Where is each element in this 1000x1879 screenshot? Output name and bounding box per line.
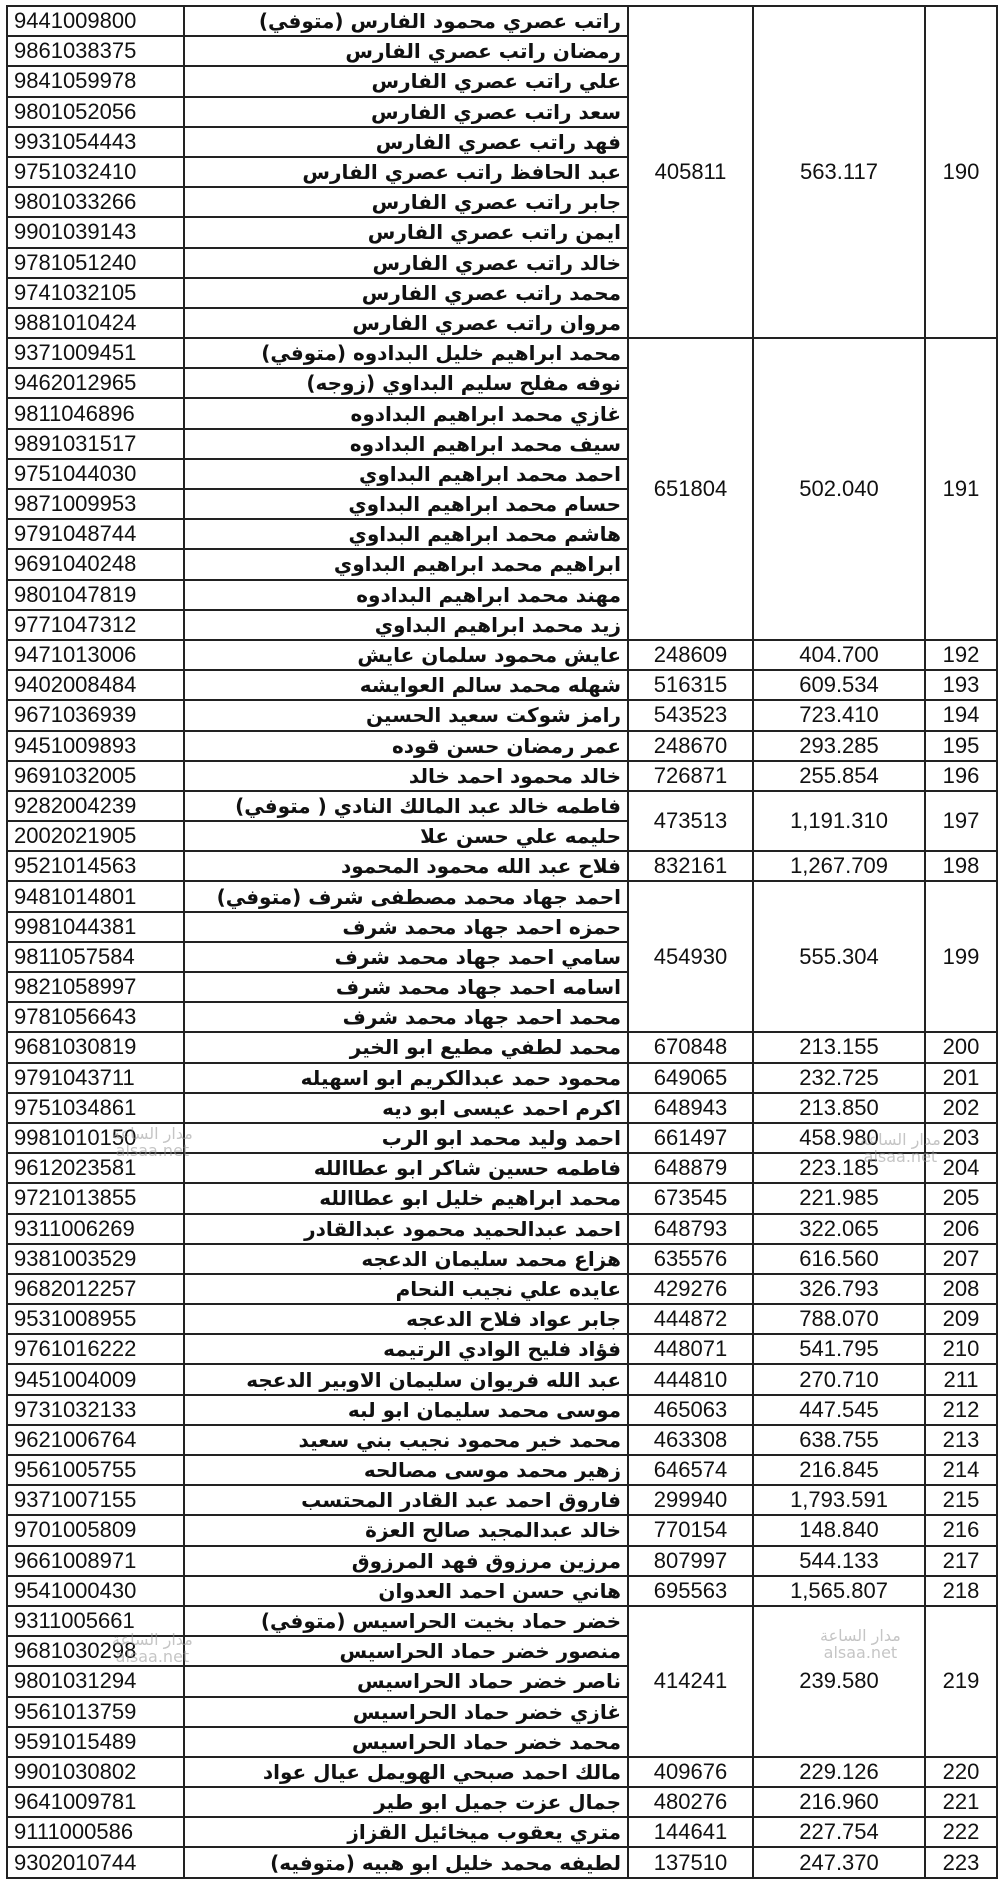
beneficiaries-table: [6, 5, 998, 1879]
name-cell: سامي احمد جهاد محمد شرف: [184, 942, 628, 972]
table-row: [7, 1576, 997, 1606]
national-id-cell: 9751034861: [7, 1093, 184, 1123]
national-id-cell: 9771047312: [7, 610, 184, 640]
serial-number-cell: 209: [925, 1304, 997, 1334]
name-cell: فاطمه خالد عبد المالك النادي ( متوفي): [184, 791, 628, 821]
account-cell: 649065: [628, 1063, 753, 1093]
name-cell: محمد ابراهيم خليل البدادوه (متوفي): [184, 338, 628, 368]
account-cell: 429276: [628, 1274, 753, 1304]
national-id-cell: 9681030298: [7, 1636, 184, 1666]
national-id-cell: 9871009953: [7, 489, 184, 519]
serial-number-cell: 191: [925, 338, 997, 640]
table-row: [7, 881, 997, 911]
account-cell: 651804: [628, 338, 753, 640]
name-cell: متري يعقوب ميخائيل القزاز: [184, 1817, 628, 1847]
national-id-cell: 9451009893: [7, 731, 184, 761]
watermark: مدار الساعة alsaa.net: [820, 1626, 901, 1662]
name-cell: فاطمه حسين شاكر ابو عطاالله: [184, 1153, 628, 1183]
name-cell: موسى محمد سليمان ابو لبه: [184, 1395, 628, 1425]
serial-number-cell: 215: [925, 1485, 997, 1515]
amount-cell: 216.845: [753, 1455, 925, 1485]
national-id-cell: 9741032105: [7, 278, 184, 308]
national-id-cell: 9311005661: [7, 1606, 184, 1636]
table-row: [7, 338, 997, 368]
account-cell: 516315: [628, 670, 753, 700]
national-id-cell: 9462012965: [7, 368, 184, 398]
national-id-cell: 9402008484: [7, 670, 184, 700]
national-id-cell: 9671036939: [7, 700, 184, 730]
national-id-cell: 9901039143: [7, 217, 184, 247]
national-id-cell: 9621006764: [7, 1425, 184, 1455]
table-row: [7, 1153, 997, 1183]
name-cell: هاني حسن احمد العدوان: [184, 1576, 628, 1606]
national-id-cell: 2002021905: [7, 821, 184, 851]
name-cell: محمد راتب عصري الفارس: [184, 278, 628, 308]
serial-number-cell: 197: [925, 791, 997, 851]
account-cell: 648793: [628, 1214, 753, 1244]
account-cell: 444810: [628, 1364, 753, 1394]
table-row: [7, 1425, 997, 1455]
account-cell: 405811: [628, 6, 753, 338]
name-cell: محمد احمد جهاد محمد شرف: [184, 1002, 628, 1032]
account-cell: 248609: [628, 640, 753, 670]
name-cell: زيد محمد ابراهيم البداوي: [184, 610, 628, 640]
amount-cell: 213.850: [753, 1093, 925, 1123]
national-id-cell: 9981044381: [7, 912, 184, 942]
serial-number-cell: 201: [925, 1063, 997, 1093]
amount-cell: 404.700: [753, 640, 925, 670]
table-row: [7, 1847, 997, 1877]
national-id-cell: 9781051240: [7, 248, 184, 278]
table-row: [7, 1032, 997, 1062]
serial-number-cell: 199: [925, 881, 997, 1032]
amount-cell: 322.065: [753, 1214, 925, 1244]
national-id-cell: 9791043711: [7, 1063, 184, 1093]
table-row: [7, 1244, 997, 1274]
amount-cell: 326.793: [753, 1274, 925, 1304]
name-cell: حمزه احمد جهاد محمد شرف: [184, 912, 628, 942]
table-row: [7, 1606, 997, 1636]
table-row: [7, 1546, 997, 1576]
name-cell: سيف محمد ابراهيم البدادوه: [184, 429, 628, 459]
national-id-cell: 9901030802: [7, 1757, 184, 1787]
serial-number-cell: 217: [925, 1546, 997, 1576]
serial-number-cell: 193: [925, 670, 997, 700]
national-id-cell: 9791048744: [7, 519, 184, 549]
table-row: [7, 1485, 997, 1515]
national-id-cell: 9691032005: [7, 761, 184, 791]
national-id-cell: 9371009451: [7, 338, 184, 368]
national-id-cell: 9311006269: [7, 1214, 184, 1244]
table-row: [7, 1455, 997, 1485]
amount-cell: 221.985: [753, 1183, 925, 1213]
amount-cell: 447.545: [753, 1395, 925, 1425]
account-cell: 646574: [628, 1455, 753, 1485]
account-cell: 648879: [628, 1153, 753, 1183]
national-id-cell: 9661008971: [7, 1546, 184, 1576]
name-cell: احمد جهاد محمد مصطفى شرف (متوفي): [184, 881, 628, 911]
national-id-cell: 9811046896: [7, 398, 184, 428]
table-row: [7, 761, 997, 791]
name-cell: جمال عزت جميل ابو طير: [184, 1787, 628, 1817]
serial-number-cell: 205: [925, 1183, 997, 1213]
national-id-cell: 9981010150: [7, 1123, 184, 1153]
name-cell: هاشم محمد ابراهيم البداوي: [184, 519, 628, 549]
name-cell: احمد عبدالحميد محمود عبدالقادر: [184, 1214, 628, 1244]
account-cell: 695563: [628, 1576, 753, 1606]
amount-cell: 148.840: [753, 1515, 925, 1545]
watermark: مدار الساعة alsaa.net: [112, 1630, 193, 1666]
account-cell: 670848: [628, 1032, 753, 1062]
table-row: [7, 1304, 997, 1334]
table-row: [7, 1274, 997, 1304]
table-row: [7, 1214, 997, 1244]
account-cell: 414241: [628, 1606, 753, 1757]
national-id-cell: 9531008955: [7, 1304, 184, 1334]
serial-number-cell: 211: [925, 1364, 997, 1394]
national-id-cell: 9541000430: [7, 1576, 184, 1606]
name-cell: شهله محمد سالم العوايشه: [184, 670, 628, 700]
serial-number-cell: 200: [925, 1032, 997, 1062]
account-cell: 673545: [628, 1183, 753, 1213]
national-id-cell: 9701005809: [7, 1515, 184, 1545]
serial-number-cell: 213: [925, 1425, 997, 1455]
amount-cell: 232.725: [753, 1063, 925, 1093]
name-cell: هزاع محمد سليمان الدعجه: [184, 1244, 628, 1274]
amount-cell: 609.534: [753, 670, 925, 700]
name-cell: خالد راتب عصري الفارس: [184, 248, 628, 278]
serial-number-cell: 206: [925, 1214, 997, 1244]
national-id-cell: 9681030819: [7, 1032, 184, 1062]
amount-cell: 227.754: [753, 1817, 925, 1847]
name-cell: محمد ابراهيم خليل ابو عطاالله: [184, 1183, 628, 1213]
account-cell: 463308: [628, 1425, 753, 1455]
name-cell: عمر رمضان حسن قوده: [184, 731, 628, 761]
account-cell: 648943: [628, 1093, 753, 1123]
table-row: [7, 700, 997, 730]
national-id-cell: 9781056643: [7, 1002, 184, 1032]
name-cell: مروان راتب عصري الفارس: [184, 308, 628, 338]
national-id-cell: 9612023581: [7, 1153, 184, 1183]
national-id-cell: 9801031294: [7, 1666, 184, 1696]
account-cell: 299940: [628, 1485, 753, 1515]
amount-cell: 638.755: [753, 1425, 925, 1455]
amount-cell: 788.070: [753, 1304, 925, 1334]
amount-cell: 1,191.310: [753, 791, 925, 851]
account-cell: 465063: [628, 1395, 753, 1425]
serial-number-cell: 223: [925, 1847, 997, 1877]
amount-cell: 563.117: [753, 6, 925, 338]
serial-number-cell: 208: [925, 1274, 997, 1304]
serial-number-cell: 218: [925, 1576, 997, 1606]
name-cell: زهير محمد موسى مصالحه: [184, 1455, 628, 1485]
account-cell: 144641: [628, 1817, 753, 1847]
national-id-cell: 9931054443: [7, 127, 184, 157]
serial-number-cell: 221: [925, 1787, 997, 1817]
name-cell: احمد وليد محمد ابو الرب: [184, 1123, 628, 1153]
amount-cell: 541.795: [753, 1334, 925, 1364]
serial-number-cell: 212: [925, 1395, 997, 1425]
name-cell: خضر حماد بخيت الحراسيس (متوفي): [184, 1606, 628, 1636]
national-id-cell: 9481014801: [7, 881, 184, 911]
amount-cell: 229.126: [753, 1757, 925, 1787]
name-cell: فؤاد فليح الوادي الرتيمه: [184, 1334, 628, 1364]
amount-cell: 239.580: [753, 1606, 925, 1757]
name-cell: سعد راتب عصري الفارس: [184, 97, 628, 127]
amount-cell: 223.185: [753, 1153, 925, 1183]
national-id-cell: 9801052056: [7, 97, 184, 127]
name-cell: علي راتب عصري الفارس: [184, 66, 628, 96]
table-row: [7, 1787, 997, 1817]
table-row: [7, 1334, 997, 1364]
national-id-cell: 9591015489: [7, 1727, 184, 1757]
account-cell: 543523: [628, 700, 753, 730]
amount-cell: 502.040: [753, 338, 925, 640]
name-cell: خالد عبدالمجيد صالح العزة: [184, 1515, 628, 1545]
account-cell: 661497: [628, 1123, 753, 1153]
table-row: [7, 1395, 997, 1425]
national-id-cell: 9891031517: [7, 429, 184, 459]
serial-number-cell: 195: [925, 731, 997, 761]
table-body: [7, 6, 997, 1878]
national-id-cell: 9751032410: [7, 157, 184, 187]
national-id-cell: 9451004009: [7, 1364, 184, 1394]
amount-cell: 555.304: [753, 881, 925, 1032]
national-id-cell: 9371007155: [7, 1485, 184, 1515]
name-cell: ابراهيم محمد ابراهيم البداوي: [184, 549, 628, 579]
national-id-cell: 9881010424: [7, 308, 184, 338]
serial-number-cell: 194: [925, 700, 997, 730]
account-cell: 137510: [628, 1847, 753, 1877]
national-id-cell: 9861038375: [7, 36, 184, 66]
serial-number-cell: 192: [925, 640, 997, 670]
name-cell: غازي خضر حماد الحراسيس: [184, 1697, 628, 1727]
national-id-cell: 9761016222: [7, 1334, 184, 1364]
national-id-cell: 9521014563: [7, 851, 184, 881]
serial-number-cell: 210: [925, 1334, 997, 1364]
name-cell: اسامه احمد جهاد محمد شرف: [184, 972, 628, 1002]
name-cell: عبد الحافظ راتب عصري الفارس: [184, 157, 628, 187]
name-cell: خالد محمود احمد خالد: [184, 761, 628, 791]
name-cell: عايش محمود سلمان عايش: [184, 640, 628, 670]
name-cell: احمد محمد ابراهيم البداوي: [184, 459, 628, 489]
serial-number-cell: 216: [925, 1515, 997, 1545]
serial-number-cell: 220: [925, 1757, 997, 1787]
national-id-cell: 9641009781: [7, 1787, 184, 1817]
name-cell: محمد لطفي مطيع ابو الخير: [184, 1032, 628, 1062]
serial-number-cell: 204: [925, 1153, 997, 1183]
amount-cell: 1,267.709: [753, 851, 925, 881]
national-id-cell: 9111000586: [7, 1817, 184, 1847]
name-cell: جابر عواد فلاح الدعجه: [184, 1304, 628, 1334]
amount-cell: 213.155: [753, 1032, 925, 1062]
name-cell: عبد الله فريوان سليمان الاوبير الدعجه: [184, 1364, 628, 1394]
name-cell: مالك احمد صبحي الهويمل عيال عواد: [184, 1757, 628, 1787]
name-cell: نوفه مفلح سليم البداوي (زوجه): [184, 368, 628, 398]
national-id-cell: 9811057584: [7, 942, 184, 972]
watermark: مدار الساعة alsaa.net: [860, 1130, 941, 1166]
name-cell: ايمن راتب عصري الفارس: [184, 217, 628, 247]
national-id-cell: 9381003529: [7, 1244, 184, 1274]
account-cell: 248670: [628, 731, 753, 761]
account-cell: 832161: [628, 851, 753, 881]
name-cell: محمد خير محمود نجيب بني سعيد: [184, 1425, 628, 1455]
national-id-cell: 9801047819: [7, 580, 184, 610]
table-row: [7, 1515, 997, 1545]
name-cell: اكرم احمد عيسى ابو ديه: [184, 1093, 628, 1123]
serial-number-cell: 190: [925, 6, 997, 338]
table-row: [7, 1063, 997, 1093]
serial-number-cell: 219: [925, 1606, 997, 1757]
account-cell: 635576: [628, 1244, 753, 1274]
table-row: [7, 1123, 997, 1153]
name-cell: فاروق احمد عبد القادر المحتسب: [184, 1485, 628, 1515]
national-id-cell: 9841059978: [7, 66, 184, 96]
name-cell: مرزين مرزوق فهد المرزوق: [184, 1546, 628, 1576]
name-cell: فهد راتب عصري الفارس: [184, 127, 628, 157]
name-cell: فلاح عبد الله محمود المحمود: [184, 851, 628, 881]
table-row: [7, 670, 997, 700]
account-cell: 454930: [628, 881, 753, 1032]
account-cell: 480276: [628, 1787, 753, 1817]
amount-cell: 1,793.591: [753, 1485, 925, 1515]
name-cell: لطيفه محمد خليل ابو هبيه (متوفيه): [184, 1847, 628, 1877]
account-cell: 473513: [628, 791, 753, 851]
national-id-cell: 9821058997: [7, 972, 184, 1002]
table-row: [7, 1093, 997, 1123]
amount-cell: 293.285: [753, 731, 925, 761]
serial-number-cell: 198: [925, 851, 997, 881]
name-cell: رامز شوكت سعيد الحسين: [184, 700, 628, 730]
name-cell: عايده علي نجيب النحام: [184, 1274, 628, 1304]
table-row: [7, 1364, 997, 1394]
national-id-cell: 9561005755: [7, 1455, 184, 1485]
serial-number-cell: 202: [925, 1093, 997, 1123]
serial-number-cell: 214: [925, 1455, 997, 1485]
table-row: [7, 851, 997, 881]
amount-cell: 247.370: [753, 1847, 925, 1877]
name-cell: محمود حمد عبدالكريم ابو اسهيله: [184, 1063, 628, 1093]
table-row: [7, 791, 997, 821]
name-cell: محمد خضر حماد الحراسيس: [184, 1727, 628, 1757]
name-cell: حليمه علي حسن علا: [184, 821, 628, 851]
table-row: [7, 1757, 997, 1787]
table-row: [7, 1183, 997, 1213]
table-row: [7, 731, 997, 761]
name-cell: ناصر خضر حماد الحراسيس: [184, 1666, 628, 1696]
serial-number-cell: 203: [925, 1123, 997, 1153]
serial-number-cell: 207: [925, 1244, 997, 1274]
name-cell: رمضان راتب عصري الفارس: [184, 36, 628, 66]
name-cell: راتب عصري محمود الفارس (متوفي): [184, 6, 628, 36]
account-cell: 807997: [628, 1546, 753, 1576]
account-cell: 448071: [628, 1334, 753, 1364]
name-cell: غازي محمد ابراهيم البدادوه: [184, 398, 628, 428]
name-cell: حسام محمد ابراهيم البداوي: [184, 489, 628, 519]
national-id-cell: 9721013855: [7, 1183, 184, 1213]
national-id-cell: 9561013759: [7, 1697, 184, 1727]
national-id-cell: 9691040248: [7, 549, 184, 579]
account-cell: 770154: [628, 1515, 753, 1545]
amount-cell: 270.710: [753, 1364, 925, 1394]
account-cell: 444872: [628, 1304, 753, 1334]
table-row: [7, 6, 997, 36]
serial-number-cell: 222: [925, 1817, 997, 1847]
table-row: [7, 1817, 997, 1847]
amount-cell: 255.854: [753, 761, 925, 791]
amount-cell: 216.960: [753, 1787, 925, 1817]
national-id-cell: 9282004239: [7, 791, 184, 821]
national-id-cell: 9302010744: [7, 1847, 184, 1877]
table-row: [7, 640, 997, 670]
account-cell: 726871: [628, 761, 753, 791]
national-id-cell: 9751044030: [7, 459, 184, 489]
national-id-cell: 9801033266: [7, 187, 184, 217]
amount-cell: 458.980: [753, 1123, 925, 1153]
national-id-cell: 9682012257: [7, 1274, 184, 1304]
amount-cell: 616.560: [753, 1244, 925, 1274]
national-id-cell: 9471013006: [7, 640, 184, 670]
national-id-cell: 9441009800: [7, 6, 184, 36]
watermark: مدار الساعة alsaa.net: [112, 1124, 193, 1160]
name-cell: مهند محمد ابراهيم البدادوه: [184, 580, 628, 610]
national-id-cell: 9731032133: [7, 1395, 184, 1425]
serial-number-cell: 196: [925, 761, 997, 791]
name-cell: منصور خضر حماد الحراسيس: [184, 1636, 628, 1666]
amount-cell: 1,565.807: [753, 1576, 925, 1606]
amount-cell: 723.410: [753, 700, 925, 730]
amount-cell: 544.133: [753, 1546, 925, 1576]
name-cell: جابر راتب عصري الفارس: [184, 187, 628, 217]
account-cell: 409676: [628, 1757, 753, 1787]
